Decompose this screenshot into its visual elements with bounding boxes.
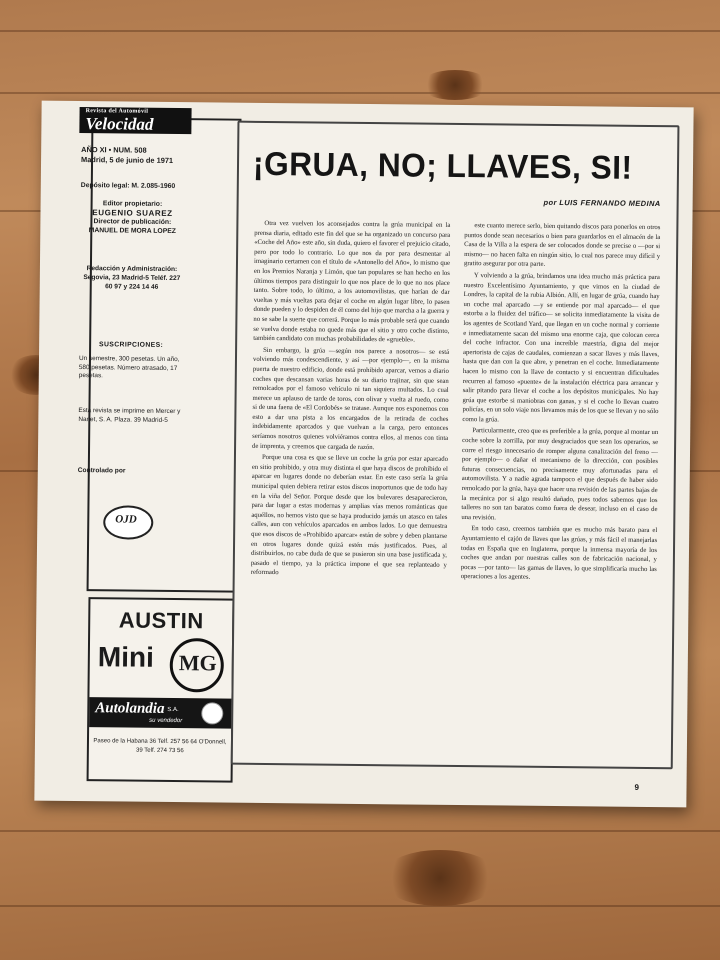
mg-logo-icon [169,638,224,693]
article-paragraph: Sin embargo, la grúa —según nos parece a nosotros— se está volviendo más condescendiente, y así —por ejemplo—, en la misma puerta de nuestro edificio, donde está prohibido aparcar, vemos a diario coches que descansan varias horas de su diario trajinar, sin que sean remolcados por el famoso vehículo ni tan siquiera multados. Lo cual merece un aplauso de tarde de toros, con olivar y vuelta al ruedo, como si de una faena de «El Cordobés» se tratase. Aunque nos exponemos con esto a dar una pista a los encargados de la retirada de coches indebidamente aparcados y que vuelvan a la carga, pero entonces seríamos nosotros quienes volviéramos contra ellos, al menos con tinta de imprenta, y creemos que cargada de razón. [252,346,450,451]
edition-number: AÑO XI • NUM. 508 [81,145,147,155]
wood-grain [0,30,720,32]
legal-deposit: Depósito legal: M. 2.085-1960 [80,182,176,191]
ad-model: Mini [97,641,155,673]
article-paragraph: Otra vez vuelven los aconsejados contra la grúa municipal en la prensa diaria, editado este fin del que se ha organizado un concurso para «Coche del Año» este año, sin duda, quiero el favorer el prejuicio citado, pero por todo lo contrario. Lo que nos da por para desmentar al imaginario certamen con el título de «Antonello del Año», lo mismo que en los Premios Naranja y Limón, que tan populares se han hecho en los últimos tiempos para distinguir lo que nos place de lo que no nos place tanto. Sobre todo, lo último, a los automovilistas, que harían de dar vueltas y más vueltas para dejar el coche en algún lugar libre, lo pasen donde pueden y lo despiden de él como del hijo que marcha a la guerra y no se sabe la suerte que correrá. Porque lo más probable será que cuando se vuelva donde estaba no quede más que el sitio y otro coche distinto, también candidato con muchas probabilidades de «grueble». [253,219,451,344]
page-number: 9 [634,782,640,792]
ad-brand: AUSTIN [118,607,204,634]
subscriptions-text: Un semestre, 300 pesetas. Un año, 580 pesetas. Número atrasado, 17 pesetas. [78,355,180,380]
logo-super: Revista del Automóvil [85,108,149,115]
dealer-banner [89,697,231,728]
logo-main: Velocidad [85,114,154,134]
article-paragraph: Y volviendo a la grúa, brindamos una idea mucho más práctica para nuestro Excelentísimo Ayuntamiento, y que vimos en la ciudad de Londres, la capital de la rubia Albión. Allí, en lugar de grúa, cuando hay un coche mal aparcado —y se entiende por mal aparcado— el que estorba a la fluidez del tráfico— se solicita inmediatamente la visita de los agentes de Scotland Yard, que llegan en un coche normal y corriente e inmediatamente sacan del mismo una enorme caja, que colocan cerca del coche infractor. Con una increíble maestría, digna del mejor apertorista de cajas de caudales, comienzan a sacar llaves y más llaves, hasta que dan con la que abre, y penetran en el coche. Inmediatamente hacen lo mismo con la llave de contacto y si encuentran dificultades recurren al famoso «puente» de la instalación eléctrica para arrancar y salir pitando para llevar el coche a los depósitos municipales. No hay grúa que estorbe si maniobras con ganas, y si el coche lo llevan cuatro policías, en un solo viaje nos llevamos más de los que se llevan y no sólo como la grúa. [462,272,660,424]
wood-grain [0,830,720,832]
redaccion-info: Redacción y Administración: Segovia, 23 Madrid-5 Teléf. 227 60 97 y 224 14 46 [83,265,181,292]
article-column-2 [459,221,660,749]
wood-knot [380,850,500,906]
ojd-logo-text: OJD [115,513,137,526]
wood-grain [0,92,720,94]
dealer-address: Paseo de la Habana 36 Telf. 257 56 64 O'Donnell, 39 Telf. 274 73 56 [93,738,227,755]
mg-badge-text: MG [178,650,217,676]
article-paragraph: En todo caso, creemos también que es mucho más barato para el Ayuntamiento el cajón de llaves que las grúas, y más fácil el manejarlas todas en España que en Inglaterra, porque la inmensa mayoría de los coches que andan por nuestras calles son de fabricación nacional, y pocas —por tanto— las gamas de llaves, lo que simplificaría mucho las operaciones a los agentes. [460,525,658,582]
article-column-1 [249,219,450,747]
article-headline: ¡GRUA, NO; LLAVES, SI! [252,144,633,186]
editor-name: EUGENIO SUAREZ [92,208,173,218]
edition-info [81,145,185,166]
austin-mini-ad [87,597,235,783]
article-paragraph: este cuanto merece serlo, bien quitando discos para ponerlos en otros puntos donde sean necesarios o bien para guardarlos en el almacén de la Casa de la Villa a la espera de ser colocados donde se precise o —por si mismo— no hacen falta en ningún sitio, lo cual nos parece muy difícil y gratito asegurar por otra parte. [463,222,661,269]
editor-credits [80,199,184,236]
director-label: Director de publicación: [93,218,172,226]
edition-date: Madrid, 5 de junio de 1971 [81,155,174,165]
article-byline: por LUIS FERNANDO MEDINA [543,197,661,209]
dealer-suffix: S.A. [167,706,179,714]
printer-info: Esta revista se imprime en Mercer y Nanet, S. A. Plaza. 39 Madrid-5 [78,407,181,424]
director-name: MANUEL DE MORA LOPEZ [88,227,176,236]
article-paragraph: Porque una cosa es que se lleve un coche la grúa por estar aparcado en sitio prohibido, y otra muy distinta el que haya discos de prohibido el aparcar en lugares donde no deberían estar. En este caso sería la grúa municipal quien debiera retirar estos discos inoportunos que de todo hay en la viña del Señor. Porque desde que los bulevares desaparecieron, para dar lugar a estas modernas y amplias vías menos románticas que aquéllos, no hemos visto que se haya producido jamás un atasco en tales calles, aun con vehículos aparcados en ambos lados. Lo que demuestra que esos discos de «Prohibido aparcar» están de sobre y deben plantarse en otros lugares donde quizá estén más justificados. Pues, al distribuirlos, no cabe duda de que se pusieron sin una base justificada y, pasado el tiempo, ya la práctica impone el que sea replanteado y reformado [250,454,448,577]
editor-label: Editor propietario: [102,200,163,208]
wood-knot [420,70,490,100]
article-paragraph: Particularmente, creo que es preferible a la grúa, porque al montar un coche sobre la zorrilla, por muy desgraciados que sean los operarios, se corre el riesgo innecesario de romper alguna canalización del freno —por ejemplo— o dañar el mecanismo de la dirección, con posibles futuras consecuencias, no precisamente muy afortunadas para el automovilista. Y a nadie agrada tampoco el que después de haber sido remolcado por la grúa, haya que hacer una revisión de las partes bajas de la mecánica por si algo resultó dañado, pues todos sabemos que los talleres no son tan baratos como fuera de desear, incluso en el caso de una revisión. [461,427,659,522]
dealer-badge-icon [201,702,223,724]
article-box [231,121,680,770]
dealer-name: Autolandia [95,700,165,717]
magazine-logo [79,107,191,134]
dealer-tagline: su vendedor [149,717,183,725]
magazine-page [34,101,693,808]
subscriptions-title: SUSCRIPCIONES: [99,341,164,349]
ojd-logo [103,505,153,540]
wood-grain [0,905,720,907]
controlled-by-label: Controlado por [77,467,126,475]
